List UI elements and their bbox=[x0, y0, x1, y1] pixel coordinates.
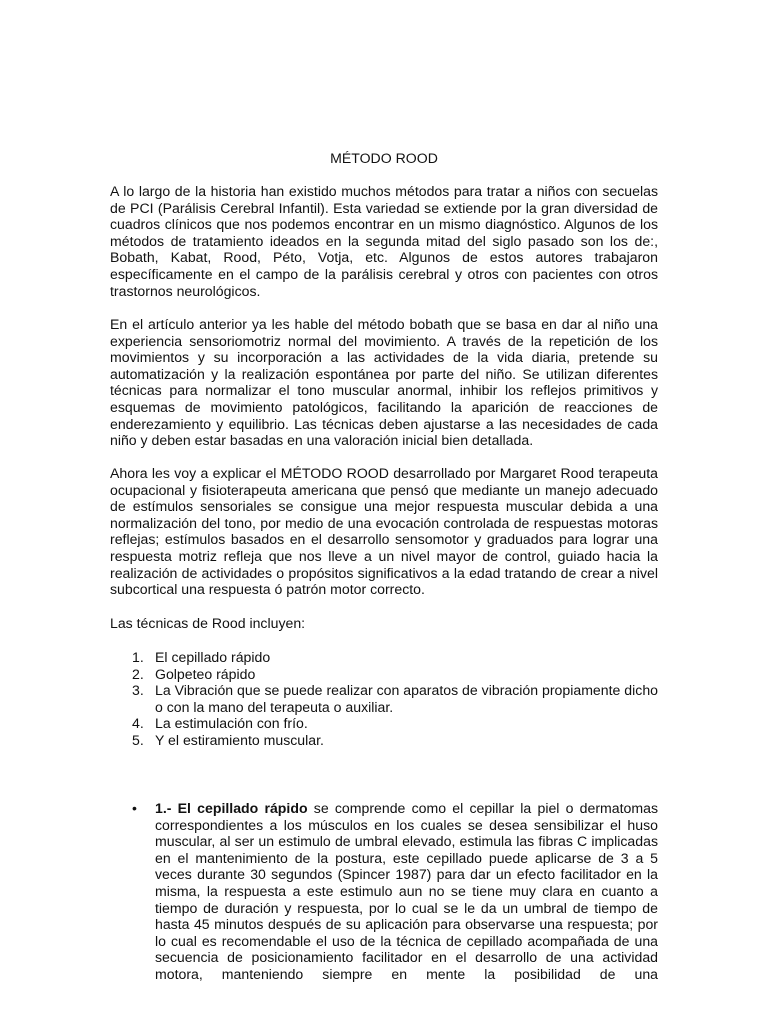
bullet-heading: 1.- El cepillado rápido bbox=[155, 800, 308, 816]
list-item-text: La Vibración que se puede realizar con aparatos de vibración propiamente dicho o con la mano del terapeuta o auxiliar. bbox=[155, 682, 658, 715]
list-number: 3. bbox=[132, 682, 144, 699]
list-item bbox=[110, 649, 658, 666]
bullet-body: se comprende como el cepillar la piel o dermatomas correspondientes a los músculos en los cuales se desea sensibilizar el huso muscular, al ser un estimulo de umbral elevado, estimula las fibras C implicadas en el mantenimiento de la postura, este cepillado puede aplicarse de 3 a 5 veces durante 30 segundos (Spincer 1987) para dar un efecto facilitador en la misma, la respuesta a este estimulo aun no se tiene muy clara en cuanto a tiempo de duración y respuesta, por lo cual se le da un umbral de tiempo de hasta 45 minutos después de su aplicación para observarse una respuesta; por lo cual es recomendable el uso de la técnica de cepillado acompañada de una secuencia de posicionamiento facilitador en el desarrollo de una actividad motora, manteniendo siempre en mente la posibilidad de una bbox=[155, 800, 659, 982]
list-number: 5. bbox=[132, 731, 144, 748]
paragraph-intro: A lo largo de la historia han existido muchos métodos para tratar a niños con secuelas de PCI (Parálisis Cerebral Infantil). Esta variedad se extiende por la gran diversidad de cuadros clínicos que nos podemos encontrar en un mismo diagnóstico. Algunos de los métodos de tratamiento ideados en la segunda mitad del siglo pasado son los de:, Bobath, Kabat, Rood, Péto, Votja, etc. Algunos de estos autores trabajaron específicamente en el campo de la parálisis cerebral y otros con pacientes con otros trastornos neurológicos. bbox=[110, 183, 658, 299]
bullet-paragraph bbox=[110, 800, 658, 983]
paragraph-techniques-intro: Las técnicas de Rood incluyen: bbox=[110, 615, 306, 631]
list-number: 4. bbox=[132, 715, 144, 732]
list-item bbox=[110, 682, 658, 715]
list-item-text: El cepillado rápido bbox=[155, 649, 271, 665]
paragraph-rood: Ahora les voy a explicar el MÉTODO ROOD desarrollado por Margaret Rood terapeuta ocupacional y fisioterapeuta americana que pensó que mediante un manejo adecuado de estímulos sensoriales se consigue una mejor respuesta muscular debida a una normalización del tono, por medio de una evocación controlada de respuestas motoras reflejas; estímulos basados en el desarrollo sensomotor y graduados para lograr una respuesta motriz refleja que nos lleve a un nivel mayor de control, guiado hacia la realización de actividades o propósitos significativos a la edad tratando de crear a nivel subcortical una respuesta ó patrón motor correcto. bbox=[110, 465, 658, 598]
page-title: MÉTODO ROOD bbox=[330, 150, 438, 166]
list-item bbox=[110, 666, 658, 683]
list-number: 1. bbox=[132, 649, 144, 665]
list-item-text: Y el estiramiento muscular. bbox=[155, 731, 324, 748]
list-item bbox=[110, 715, 658, 732]
bullet-item-cepillado bbox=[110, 800, 658, 983]
bullet-symbol: • bbox=[132, 800, 137, 816]
list-item bbox=[110, 732, 658, 749]
list-item-text: Golpeteo rápido bbox=[155, 665, 256, 682]
paragraph-bobath: En el artículo anterior ya les hable del método bobath que se basa en dar al niño una experiencia sensoriomotriz normal del movimiento. A través de la repetición de los movimientos y su incorporación a las actividades de la vida diaria, pretende su automatización y la realización espontánea por parte del niño. Se utilizan diferentes técnicas para normalizar el tono muscular anormal, inhibir los reflejos primitivos y esquemas de movimiento patológicos, facilitando la aparición de reacciones de enderezamiento y equilibrio. Las técnicas deben ajustarse a las necesidades de cada niño y deben estar basadas en una valoración inicial bien detallada. bbox=[110, 316, 658, 449]
techniques-list bbox=[110, 649, 658, 749]
list-number: 2. bbox=[132, 665, 144, 682]
list-item-text: La estimulación con frío. bbox=[155, 715, 308, 732]
